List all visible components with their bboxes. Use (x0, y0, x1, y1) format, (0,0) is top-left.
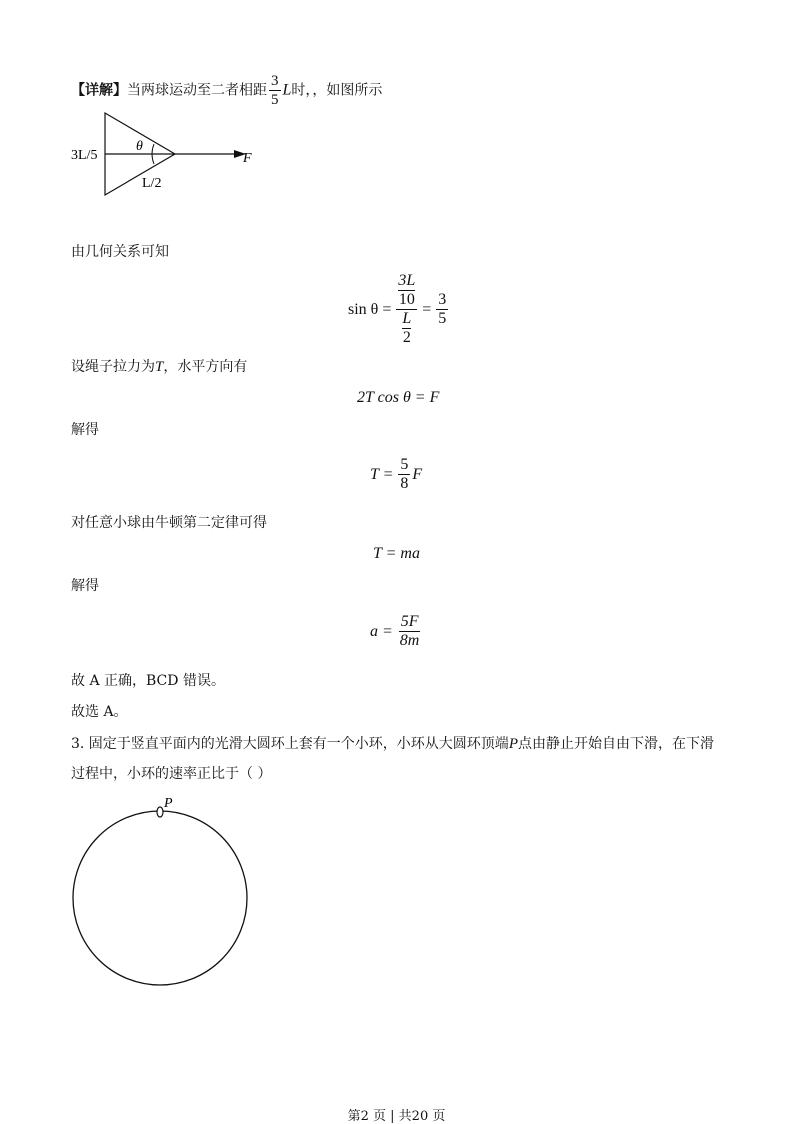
detail-text-after: 时，，如图所示 (291, 82, 383, 99)
eq1-complex-fraction: 3L 10 L 2 (398, 272, 416, 346)
var-L: L (282, 81, 292, 99)
circle-figure (66, 792, 256, 992)
page-footer: 第2 页 | 共20 页 (347, 1109, 446, 1124)
eq1-lhs: sin θ = (348, 300, 392, 318)
solve-text-2: 解得 (71, 578, 99, 594)
geom-text: 由几何关系可知 (71, 244, 169, 260)
angle-label: θ (136, 139, 143, 154)
q3-line-1: 3. 固定于竖直平面内的光滑大圆环上套有一个小环，小环从大圆环顶端P点由静止开始自由下滑，在下滑 (71, 736, 714, 752)
force-label: F (243, 151, 252, 166)
conclusion-2: 故选 A。 (71, 704, 128, 720)
detail-line (71, 72, 382, 109)
conclusion-1: 故 A 正确，BCD 错误。 (71, 673, 225, 689)
equation-T: T = $\frac{5}{8}$ F (370, 456, 423, 492)
equation-2tcos: 2T cos θ = F (357, 389, 440, 406)
eq1-rhs-fraction: $\frac{3}{5}$ (438, 291, 447, 327)
newton-text: 对任意小球由牛顿第二定律可得 (71, 515, 267, 531)
q3-line-2: 过程中，小环的速率正比于（ ） (71, 766, 272, 782)
large-ring (73, 811, 247, 985)
detail-text-before: 当两球运动至二者相距 (127, 82, 267, 99)
bottom-side-label: L/2 (142, 176, 162, 191)
solve-text-1: 解得 (71, 422, 99, 438)
equation-sin-theta: sin θ = 3L 10 L 2 = $\frac{3}{5}$ (348, 272, 447, 346)
fraction-3-5: $\frac{3}{5}$ (271, 73, 279, 108)
left-side-label: 3L/5 (71, 148, 98, 163)
triangle-figure (60, 108, 270, 200)
point-P-label: P (164, 796, 173, 811)
equation-a: a = $\frac{5F}{8m}$ (370, 613, 420, 649)
tension-line: 设绳子拉力为T，水平方向有 (71, 359, 248, 375)
detail-label: 【详解】 (71, 82, 127, 99)
equation-T-ma: T = ma (373, 545, 420, 562)
small-ring (157, 807, 163, 817)
